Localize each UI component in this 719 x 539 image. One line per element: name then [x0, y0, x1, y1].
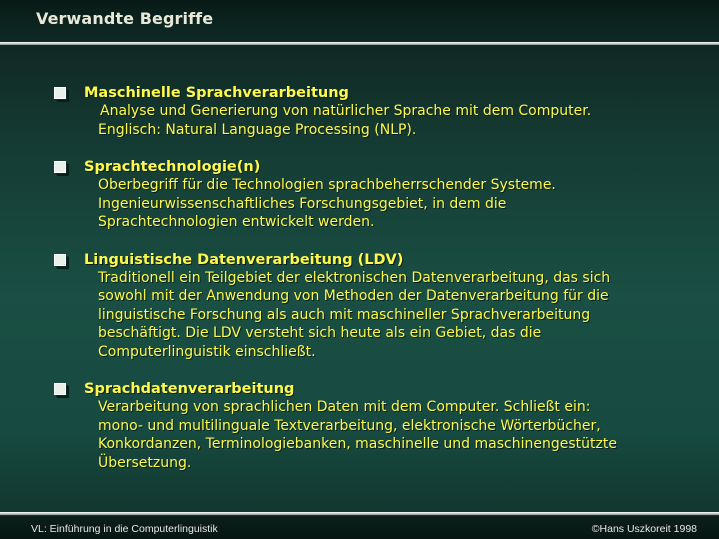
description-line: Englisch: Natural Language Processing (NLP).	[98, 121, 417, 138]
slide-header	[0, 0, 719, 42]
description-line: mono- und multilinguale Textverarbeitung, elektronische Wörterbücher,	[98, 417, 601, 434]
slide-footer	[0, 516, 719, 539]
copyright-notice: ©Hans Uszkoreit 1998	[591, 523, 697, 535]
term-description	[98, 102, 704, 139]
description-line: beschäftigt. Die LDV versteht sich heute als ein Gebiet, das die	[98, 325, 542, 341]
checkbox-bullet-icon	[54, 87, 66, 99]
list-item	[54, 84, 704, 139]
description-line: sowohl mit der Anwendung von Methoden der Datenverarbeitung für die	[98, 288, 609, 304]
description-line: Analyse und Generierung von natürlicher Sprache mit dem Computer.	[100, 103, 592, 119]
term-heading: Sprachtechnologie(n)	[84, 159, 261, 175]
header-divider	[0, 42, 719, 45]
description-line: Oberbegriff für die Technologien sprachbeherrschender Systeme.	[98, 177, 556, 193]
description-line: Sprachtechnologien entwickelt werden.	[98, 214, 375, 230]
list-item	[54, 158, 704, 232]
description-line: linguistische Forschung als auch mit maschineller Sprachverarbeitung	[98, 306, 591, 323]
slide-title: Verwandte Begriffe	[36, 9, 214, 28]
description-line: Übersetzung.	[98, 454, 192, 471]
footer-divider	[0, 512, 719, 515]
description-line: Konkordanzen, Terminologiebanken, maschinelle und maschinengestützte	[98, 436, 617, 452]
checkbox-bullet-icon	[54, 383, 66, 395]
course-title: VL: Einführung in die Computerlinguistik	[31, 523, 218, 535]
term-description	[98, 398, 704, 472]
list-item	[54, 380, 704, 472]
list-item	[54, 251, 704, 362]
term-heading: Linguistische Datenverarbeitung (LDV)	[84, 251, 404, 268]
description-line: Traditionell ein Teilgebiet der elektronischen Datenverarbeitung, das sich	[98, 269, 611, 286]
term-heading: Sprachdatenverarbeitung	[84, 381, 295, 397]
slide-content	[54, 84, 704, 491]
checkbox-bullet-icon	[54, 161, 66, 173]
checkbox-bullet-icon	[54, 254, 66, 266]
description-line: Ingenieurwissenschaftliches Forschungsgebiet, in dem die	[98, 195, 507, 212]
description-line: Computerlinguistik einschließt.	[98, 343, 316, 360]
term-heading: Maschinelle Sprachverarbeitung	[84, 85, 349, 101]
term-description	[98, 176, 704, 232]
description-line: Verarbeitung von sprachlichen Daten mit dem Computer. Schließt ein:	[98, 399, 591, 415]
term-description	[98, 269, 704, 362]
